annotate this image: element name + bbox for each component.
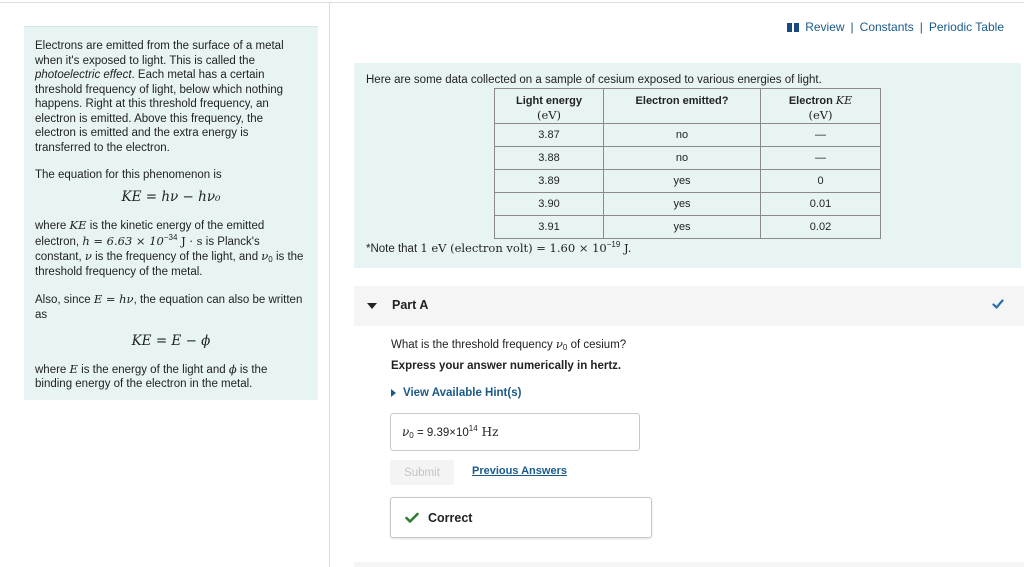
constants-link[interactable]: Constants [859,20,914,34]
answer-variable: ν [402,425,410,439]
data-intro: Here are some data collected on a sample of cesium exposed to various energies of light. [366,74,822,86]
answer-instruction: Express your answer numerically in hertz. [391,360,622,372]
column-divider [329,3,330,567]
equation-1: KE = hν − hν₀ [121,188,221,205]
data-panel [354,63,1021,268]
submit-button[interactable]: Submit [390,460,454,485]
resource-links: Review | Constants | Periodic Table [787,20,1004,34]
intro-panel [24,26,318,400]
feedback-correct: Correct [390,497,652,538]
intro-paragraph: Electrons are emitted from the surface of a metal when it's exposed to light. This is called the photoelectric effect. Each metal has a certain threshold frequency of light, below which nothing happens. Right at this threshold frequency, an electron is emitted. Above this frequency, the electron is emitted and the extra energy is transferred to the electron. [35,40,284,154]
photoelectric-term: photoelectric effect [35,69,132,81]
where-paragraph-1: where KE is the kinetic energy of the emitted electron, $h = 6.63 \times 10^{-34}$ J · s is Planck's constant, ν is the frequency of the light, and $\nu_0$ is the threshold frequency of the metal. [35,218,304,278]
cesium-data-table [494,88,881,239]
ev-note: *Note that 1 eV (electron volt) = $1.60 \times 10^{-19}$ J. [366,240,632,255]
col-electron-ke: Electron KE (eV) [761,89,881,124]
book-icon [787,23,799,32]
previous-answers-link[interactable]: Previous Answers [472,465,567,477]
view-hints-toggle[interactable]: View Available Hint(s) [391,387,521,399]
also-paragraph: Also, since E = hν, the equation can also be written as [35,292,303,321]
completed-check-icon [992,298,1004,310]
part-a-title: Part A [392,298,429,312]
answer-field[interactable]: $\nu_0 = 9.39\times 10^{14}$ Hz [390,413,640,451]
where-paragraph-2: where E is the energy of the light and ϕ is the binding energy of the electron in the metal. [35,361,268,390]
table-row: 3.87 no — [495,124,881,147]
collapse-caret-icon[interactable] [367,303,377,309]
col-light-energy: Light energy (eV) [495,89,604,124]
table-row: 3.88 no — [495,147,881,170]
review-link[interactable]: Review [805,20,845,34]
question-text: What is the threshold frequency $\nu_0$ of cesium? [391,337,627,352]
periodic-table-link[interactable]: Periodic Table [928,20,1004,34]
table-row: 3.90 yes 0.01 [495,193,881,216]
expand-triangle-icon [391,389,396,397]
answer-unit: Hz [481,425,499,439]
answer-value: 9.39×10 [426,427,469,439]
next-part-strip [354,562,1024,567]
top-rule [0,2,1024,3]
table-row: 3.89 yes 0 [495,170,881,193]
correct-check-icon [405,512,419,524]
equation-2: KE = E − ϕ [131,333,211,349]
part-a-header[interactable] [354,286,1024,326]
equation-intro: The equation for this phenomenon is [35,169,222,181]
table-row: 3.91 yes 0.02 [495,216,881,239]
col-electron-emitted: Electron emitted? [604,89,761,124]
